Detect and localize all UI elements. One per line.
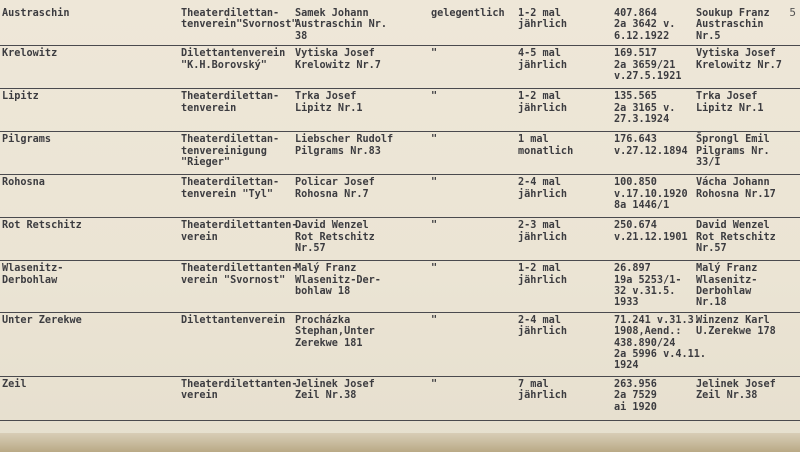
cell-frequency: 4-5 mal jährlich [518, 48, 568, 71]
cell-chairman: Samek Johann Austraschin Nr. 38 [295, 8, 388, 42]
cell-performances: " [431, 378, 438, 390]
cell-registration: 250.674 v.21.12.1901 [614, 220, 688, 243]
cell-frequency: 1 mal monatlich [518, 134, 574, 157]
cell-association: Theaterdilettan- tenverein "Tyl" [181, 177, 280, 200]
cell-chairman: Policar Josef Rohosna Nr.7 [295, 177, 375, 200]
cell-place: Lipitz [2, 91, 39, 103]
cell-place: Unter Zerekwe [2, 314, 82, 326]
cell-chairman: David Wenzel Rot Retschitz Nr.57 [295, 220, 375, 255]
cell-registration: 100.850 v.17.10.1920 8a 1446/1 [614, 177, 688, 212]
cell-association: Theaterdilettan- tenverein [181, 91, 280, 114]
association-table [0, 6, 800, 421]
paper-fold [0, 433, 800, 452]
page-number: 5 [789, 6, 796, 19]
cell-contact: Winzenz Karl U.Zerekwe 178 [696, 314, 776, 338]
cell-chairman: Procházka Stephan,Unter Zerekwe 181 [295, 314, 375, 349]
cell-place: Austraschin [2, 8, 70, 19]
cell-registration: 71.241 v.31.3. 1908,Aend.: 438.890/24 2a 5996 v.4.11. 1924 [614, 314, 707, 372]
cell-registration: 176.643 v.27.12.1894 [614, 134, 688, 157]
table-row [0, 46, 800, 89]
cell-performances: " [431, 48, 438, 60]
cell-performances: " [431, 220, 438, 232]
cell-association: Theaterdilettan- tenverein"Svornost" [181, 8, 298, 31]
table-row [0, 312, 800, 376]
cell-chairman: Trka Josef Lipitz Nr.1 [295, 91, 363, 114]
cell-frequency: 1-2 mal jährlich [518, 263, 568, 286]
cell-frequency: 7 mal jährlich [518, 378, 568, 402]
cell-contact: David Wenzel Rot Retschitz Nr.57 [696, 220, 776, 255]
cell-contact: Vácha Johann Rohosna Nr.17 [696, 177, 776, 200]
table-body [0, 6, 800, 420]
table-row [0, 261, 800, 313]
table-row [0, 132, 800, 175]
cell-place: Zeil [2, 378, 27, 390]
table-row [0, 376, 800, 420]
cell-registration: 135.565 2a 3165 v. 27.3.1924 [614, 91, 676, 126]
table-row [0, 6, 800, 46]
cell-frequency: 2-3 mal jährlich [518, 220, 568, 243]
table-row [0, 89, 800, 132]
cell-performances: " [431, 91, 438, 103]
cell-place: Rohosna [2, 177, 45, 189]
cell-chairman: Liebscher Rudolf Pilgrams Nr.83 [295, 134, 394, 157]
cell-association: Theaterdilettanten- verein [181, 378, 298, 402]
cell-chairman: Jelinek Josef Zeil Nr.38 [295, 378, 375, 402]
cell-performances: " [431, 177, 438, 189]
cell-place: Krelowitz [2, 48, 58, 60]
cell-performances: " [431, 263, 438, 275]
cell-contact: Jelinek Josef Zeil Nr.38 [696, 378, 776, 402]
cell-contact: Vytiska Josef Krelowitz Nr.7 [696, 48, 782, 71]
cell-chairman: Vytiska Josef Krelowitz Nr.7 [295, 48, 381, 71]
cell-registration: 169.517 2a 3659/21 v.27.5.1921 [614, 48, 682, 83]
cell-chairman: Malý Franz Wlasenitz-Der- bohlaw 18 [295, 263, 381, 298]
cell-frequency: 1-2 mal jährlich [518, 8, 568, 31]
cell-contact: Trka Josef Lipitz Nr.1 [696, 91, 764, 114]
cell-association: Theaterdilettanten- verein [181, 220, 298, 243]
cell-place: Pilgrams [2, 134, 52, 146]
cell-association: Theaterdilettan- tenvereinigung "Rieger" [181, 134, 280, 169]
table-row [0, 175, 800, 218]
cell-place: Wlasenitz- Derbohlaw [2, 263, 64, 286]
cell-frequency: 1-2 mal jährlich [518, 91, 568, 114]
cell-association: Theaterdilettanten- verein "Svornost" [181, 263, 298, 286]
cell-performances: gelegentlich [431, 8, 505, 19]
cell-association: Dilettantenverein "K.H.Borovský" [181, 48, 286, 71]
cell-association: Dilettantenverein [181, 314, 286, 326]
cell-performances: " [431, 134, 438, 146]
cell-frequency: 2-4 mal jährlich [518, 314, 568, 338]
cell-performances: " [431, 314, 438, 326]
cell-contact: Šprongl Emil Pilgrams Nr. 33/I [696, 134, 770, 169]
cell-contact: Soukup Franz Austraschin Nr.5 [696, 8, 770, 42]
cell-registration: 263.956 2a 7529 ai 1920 [614, 378, 657, 413]
cell-registration: 407.864 2a 3642 v. 6.12.1922 [614, 8, 676, 42]
cell-frequency: 2-4 mal jährlich [518, 177, 568, 200]
cell-contact: Malý Franz Wlasenitz- Derbohlaw Nr.18 [696, 263, 758, 309]
cell-place: Rot Retschitz [2, 220, 82, 232]
cell-registration: 26.897 19a 5253/1- 32 v.31.5. 1933 [614, 263, 682, 309]
table-row [0, 218, 800, 261]
